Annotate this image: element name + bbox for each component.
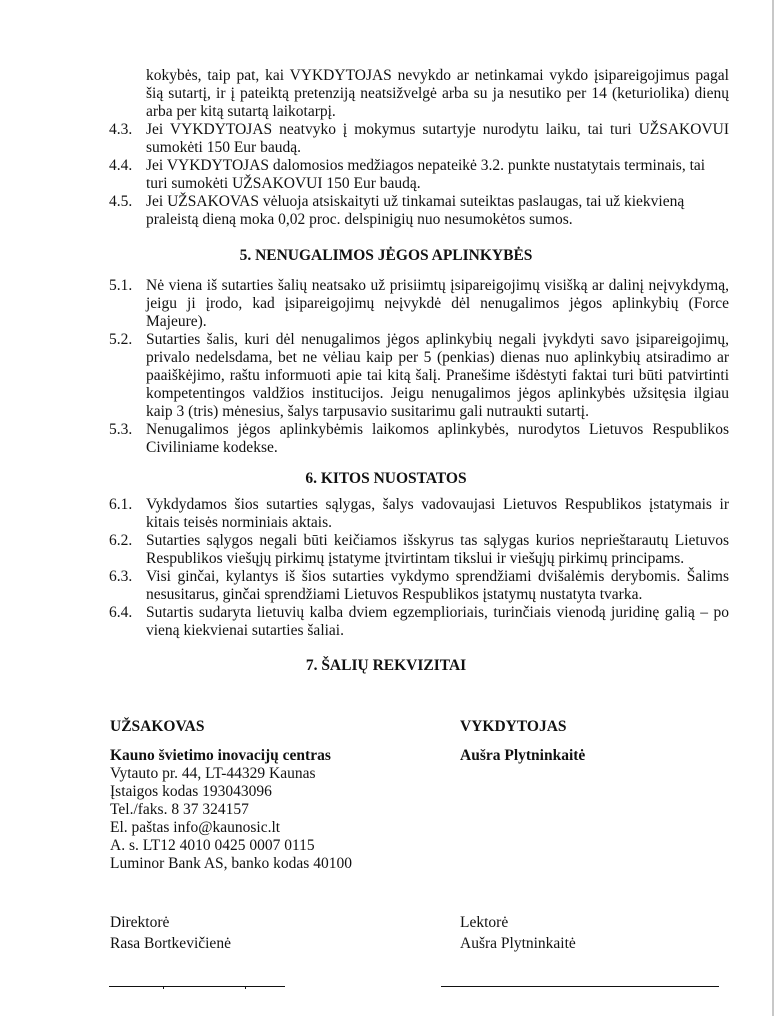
clause-6-2-line: Respublikos viešųjų pirkimų įstatyme įtvirtintam tikslui ir viešųjų pirkimų principams. [146,550,685,567]
customer-heading: UŽSAKOVAS [110,718,205,735]
clause-5-1-line: jeigu ji įrodo, kad įsipareigojimų neįvykdė dėl nenugalimos jėgos aplinkybių (Force [146,295,729,312]
clause-6-1-line: Vykdydamos šios sutarties sąlygas, šalys vadovaujasi Lietuvos Respublikos įstatymais ir [146,496,729,513]
customer-signer-role: Direktorė [110,914,170,931]
clause-4-4-line: Jei VYKDYTOJAS dalomosios medžiagos nepateikė 3.2. punkte nustatytais terminais, tai [146,157,706,174]
clause-6-3-line: Visi ginčai, kylantys iš šios sutarties vykdymo sprendžiami dvišalėmis derybomis. Šalims [146,568,729,585]
customer-name: Kauno švietimo inovacijų centras [110,747,331,764]
clause-5-1-line: Nė viena iš sutarties šalių neatsako už prisiimtų įsipareigojimų visišką ar dalinį neįvykdymą, [146,277,729,294]
section-6-heading: 6. KITOS NUOSTATOS [305,470,467,487]
contractor-heading: VYKDYTOJAS [460,718,567,735]
clause-5-2-line: kaip 3 (tris) mėnesius, šalys tarpusavio susitarimu gali nutraukti sutartį. [146,403,589,420]
customer-signer-name: Rasa Bortkevičienė [110,935,231,952]
section-7-heading: 7. ŠALIŲ REKVIZITAI [305,657,467,674]
contractor-signer-role: Lektorė [460,914,509,931]
clause-4-4-line: turi sumokėti UŽSAKOVUI 150 Eur baudą. [146,175,421,192]
clause-number: 6.4. [109,604,133,621]
contractor-name: Aušra Plytninkaitė [460,747,586,764]
clause-number: 5.3. [109,421,133,438]
signature-tick [163,986,164,989]
clause-6-4-line: Sutartis sudaryta lietuvių kalba dviem egzemplioriais, turinčiais vienodą juridinę galią – po [146,604,729,621]
customer-bank-account: A. s. LT12 4010 0425 0007 0115 [110,837,315,854]
clause-number: 6.2. [109,532,133,549]
clause-5-2-line: Sutarties šalis, kuri dėl nenugalimos jėgos aplinkybių negali įvykdyti savo įsipareigojimų, [146,331,729,348]
clause-number: 5.1. [109,277,133,294]
clause-4-5-line: Jei UŽSAKOVAS vėluoja atsiskaityti už tinkamai suteiktas paslaugas, tai už kiekvieną [146,193,685,210]
clause-4-2-line: kokybės, taip pat, kai VYKDYTOJAS nevykdo ar netinkamai vykdo įsipareigojimus pagal [146,67,729,84]
clause-number: 4.3. [109,121,133,138]
signature-tick [245,986,246,989]
clause-4-2-line: šią sutartį, ir į pateiktą pretenziją neatsižvelgė arba su ja nesutiko per 14 (keturiolika) dienų [146,85,729,102]
clause-number: 6.3. [109,568,133,585]
clause-4-3-line: sumokėti 150 Eur baudą. [146,139,301,156]
section-5-heading: 5. NENUGALIMOS JĖGOS APLINKYBĖS [239,247,533,264]
clause-4-5-line: praleistą dieną moka 0,02 proc. delspinigių nuo nesumokėtos sumos. [146,211,573,228]
customer-signature-line [109,986,285,987]
customer-bank-name: Luminor Bank AS, banko kodas 40100 [110,855,352,872]
contractor-signature-line [441,986,719,987]
clause-number: 5.2. [109,331,133,348]
contractor-signer-name: Aušra Plytninkaitė [460,935,576,952]
clause-5-2-line: kompetentingos valdžios institucijos. Jeigu nenugalimos jėgos aplinkybės užsitęsia ilgiau [146,385,729,402]
clause-number: 4.5. [109,193,133,210]
clause-5-2-line: paaiškėjimo, raštu informuoti apie tai kitą šalį. Pranešime išdėstyti faktai turi būti patvirtinti [146,367,729,384]
clause-6-1-line: kitais teisės norminiais aktais. [146,514,332,531]
customer-address: Vytauto pr. 44, LT-44329 Kaunas [110,765,316,782]
clause-6-2-line: Sutarties sąlygos negali būti keičiamos išskyrus tas sąlygas kurios neprieštarautų Lietuvos [146,532,729,549]
clause-number: 4.4. [109,157,133,174]
clause-4-3-line: Jei VYKDYTOJAS neatvyko į mokymus sutartyje nurodytu laiku, tai turi UŽSAKOVUI [146,121,729,138]
customer-phone: Tel./faks. 8 37 324157 [110,801,249,818]
clause-5-2-line: privalo nedelsdama, bet ne vėliau kaip per 5 (penkias) dienas nuo aplinkybių atsiradimo ar [146,349,729,366]
clause-6-3-line: nesusitarus, ginčai sprendžiami Lietuvos Respublikos įstatymų nustatyta tvarka. [146,586,643,603]
clause-5-1-line: Majeure). [146,313,207,330]
clause-5-3-line: Nenugalimos jėgos aplinkybėmis laikomos aplinkybės, nurodytos Lietuvos Respublikos [146,421,729,438]
customer-email: El. paštas info@kaunosic.lt [110,819,281,836]
clause-6-4-line: vieną kiekvienai sutarties šaliai. [146,622,344,639]
customer-company-code: Įstaigos kodas 193043096 [110,783,272,800]
clause-number: 6.1. [109,496,133,513]
clause-5-3-line: Civiliniame kodekse. [146,439,278,456]
clause-4-2-line: arba per kitą sutartą laikotarpį. [146,103,336,120]
